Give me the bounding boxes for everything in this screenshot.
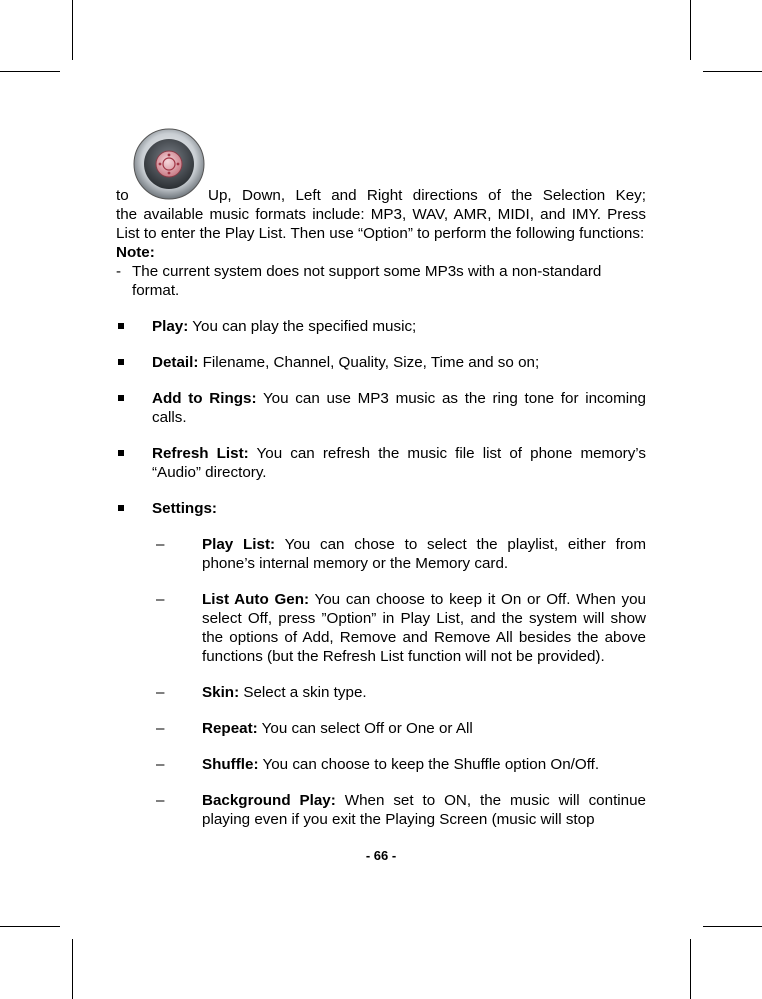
dash-marker: – [156,536,165,553]
bullet-term: Detail: [152,354,199,371]
bullet-play [116,317,646,336]
square-bullet-icon [118,450,124,456]
crop-mark [690,939,691,999]
intro-prefix: to [116,187,129,204]
setting-term: Background Play: [202,792,336,809]
settings-shuffle [116,755,646,774]
setting-text: You can choose to keep it On or Off. When you select Off, press ”Option” in Play List, and the system will show the options of Add, Remove and Remove All besides the above functions (but the Refresh List function will not be provided). [202,591,646,665]
note-item [116,262,646,300]
setting-term: Shuffle: [202,756,259,773]
settings-background-play [116,791,646,829]
bullet-term: Refresh List: [152,445,249,462]
square-bullet-icon [118,359,124,365]
crop-mark [703,71,762,72]
intro-line1-rest: Up, Down, Left and Right directions of the Selection Key; [208,187,646,204]
bullet-refresh-list [116,444,646,482]
setting-term: List Auto Gen: [202,591,310,608]
dash-marker: – [156,720,165,737]
square-bullet-icon [118,323,124,329]
bullet-term: Add to Rings: [152,390,257,407]
page-number: - 66 - [365,848,397,863]
setting-term: Skin: [202,684,240,701]
bullet-term: Settings: [152,500,217,517]
bullet-add-to-rings [116,389,646,427]
note-dash: - [116,263,122,280]
settings-play-list [116,535,646,573]
selection-key-icon [133,128,205,200]
note-text: The current system does not support some MP3s with a non-standard format. [132,263,602,299]
page-content [116,128,646,829]
setting-text: Select a skin type. [239,684,367,701]
crop-mark [0,926,60,927]
bullet-text: You can play the specified music; [188,318,417,335]
bullet-text: You can use MP3 music as the ring tone for incoming calls. [152,390,647,426]
crop-mark [690,0,691,60]
dash-marker: – [156,684,165,701]
dash-marker: – [156,756,165,773]
setting-text: You can choose to keep the Shuffle option On/Off. [258,756,600,773]
setting-text: You can select Off or One or All [257,720,473,737]
bullet-term: Play: [152,318,189,335]
setting-term: Play List: [202,536,276,553]
bullet-detail [116,353,646,372]
settings-repeat [116,719,646,738]
bullet-settings [116,499,646,518]
note-label: Note: [116,244,155,261]
setting-text: When set to ON, the music will continue playing even if you exit the Playing Screen (music will stop [202,792,646,828]
bullet-text: You can refresh the music file list of phone memory’s “Audio” directory. [152,445,646,481]
crop-mark [703,926,762,927]
crop-mark [0,71,60,72]
setting-term: Repeat: [202,720,258,737]
intro-first-line [116,128,646,205]
square-bullet-icon [118,395,124,401]
dash-marker: – [156,591,165,608]
crop-mark [72,0,73,60]
settings-skin [116,683,646,702]
square-bullet-icon [118,505,124,511]
intro-text: the available music formats include: MP3, WAV, AMR, MIDI, and IMY. Press List to enter the Play List. Then use “Option” to perform the following functions: [116,206,646,242]
settings-list-auto-gen [116,590,646,666]
setting-text: You can chose to select the playlist, either from phone’s internal memory or the Memory card. [202,536,646,572]
crop-mark [72,939,73,999]
dash-marker: – [156,792,165,809]
bullet-text: Filename, Channel, Quality, Size, Time and so on; [198,354,540,371]
